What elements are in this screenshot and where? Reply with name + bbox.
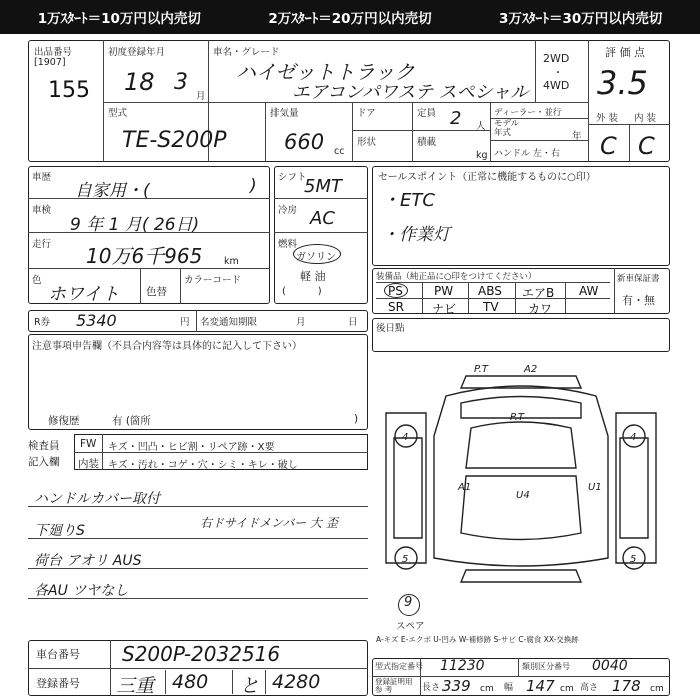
history-close: )	[250, 176, 257, 196]
equip-airbag: エアB	[522, 286, 555, 300]
ext-label: 外 装	[596, 113, 619, 124]
history-label: 車歴	[32, 172, 52, 183]
length-value: 339	[442, 677, 471, 695]
width-value: 147	[526, 677, 555, 695]
displacement: 660	[284, 130, 325, 154]
dealer-label: ディーラー・並行	[494, 108, 562, 118]
capacity-unit: 人	[476, 121, 486, 132]
after-block	[372, 318, 670, 352]
height-value: 178	[612, 677, 641, 695]
overall-score: 3.5	[597, 64, 648, 102]
damage-mark: A2	[524, 364, 538, 375]
history: 自家用・(	[75, 181, 150, 201]
model-code: TE-S200P	[122, 128, 227, 153]
lot-code: [1907]	[34, 57, 66, 68]
length-sub: 長さ	[422, 683, 441, 693]
kg-unit: kg	[476, 150, 488, 161]
equip-ps: PS	[388, 284, 403, 298]
entry-label: 記入欄	[28, 456, 60, 468]
height-sub: 高さ	[580, 683, 599, 693]
after-label: 後日點	[376, 323, 405, 334]
width-unit: cm	[560, 684, 574, 694]
name-label: 車名・グレード	[213, 47, 280, 58]
chassis-number: S200P-2032516	[122, 642, 281, 666]
length-label: 登録証明用 参 考	[375, 677, 413, 694]
damage-mark: P.T	[474, 364, 488, 375]
shape-label: 形状	[357, 137, 377, 148]
recycle-label: R券	[34, 317, 51, 328]
inspection-label: 車検	[32, 205, 52, 216]
class-number-label: 類別区分番号	[522, 662, 570, 671]
mileage-label: 走行	[32, 239, 52, 250]
damage-mark: U4	[516, 490, 530, 501]
equip-pw: PW	[434, 284, 454, 298]
score-label: 評 価 点	[605, 46, 645, 59]
color: ホワイト	[48, 284, 120, 305]
banner-item: 3万ｽﾀｰﾄ＝30万円以内売切	[499, 11, 663, 27]
height-unit: cm	[650, 684, 664, 694]
reg-month-unit: 月	[196, 91, 206, 102]
door-label: ドア	[357, 108, 376, 119]
lot-label: 出品番号	[34, 47, 73, 58]
plate-number: 4280	[272, 671, 321, 693]
interior-items: キズ・汚れ・コゲ・穴・シミ・キレ・破し	[108, 460, 298, 471]
fuel-other: ( )	[282, 286, 322, 297]
reg-month: 3	[174, 70, 188, 95]
damage-mark: P.T	[510, 412, 524, 423]
year-unit: 年	[572, 131, 582, 142]
plate-kana: と	[240, 675, 260, 697]
damage-mark: 5	[402, 554, 409, 565]
drive-dot: ・	[553, 68, 563, 79]
sales-point-label: セールスポイント（正常に機能するものに○印）	[378, 172, 596, 183]
fw-label: FW	[80, 438, 97, 450]
ext-score: C	[600, 132, 617, 160]
recycle-unit: 円	[180, 317, 190, 328]
inspection-date: 9 年 1 月( 26日)	[70, 215, 200, 235]
sales-point-2: ・作業灯	[382, 225, 450, 245]
recycle-value: 5340	[76, 311, 117, 330]
equip-sr: SR	[388, 300, 404, 314]
remark-right: 右ドサイドメンバー 大 歪	[200, 516, 338, 530]
banner-item: 1万ｽﾀｰﾄ＝10万円以内売切	[37, 11, 201, 27]
chassis-label: 車台番号	[36, 648, 80, 661]
damage-mark: U1	[588, 482, 602, 493]
car-name: ハイゼットトラック	[236, 60, 415, 84]
damage-mark: 4	[402, 432, 409, 443]
handle-label: ハンドル 左・右	[494, 149, 560, 159]
color-label: 色	[32, 275, 42, 286]
type-number-label: 型式指定番号	[375, 662, 423, 671]
repair-label: 修復歴	[48, 415, 80, 427]
inspector-label: 検査員	[28, 440, 60, 452]
spare-label: スペア	[396, 621, 425, 632]
equip-abs: ABS	[478, 284, 502, 298]
fuel-diesel: 軽 油	[300, 270, 326, 283]
remark-2: 下廻りS	[34, 523, 85, 539]
spare-mark: 9	[404, 595, 413, 610]
capacity: 2	[450, 108, 462, 129]
lot-number: 155	[48, 78, 90, 103]
remark-1: ハンドルカバー取付	[34, 491, 160, 507]
equip-navi: ナビ	[432, 302, 457, 316]
remark-3: 荷台 アオリ AUS	[34, 553, 142, 569]
shift-label: シフト	[278, 172, 307, 183]
load-label: 積載	[417, 137, 437, 148]
model-year-label: モデル 年式	[494, 119, 520, 138]
damage-legend: A-キズ E-エクボ U-凹み W-補修跡 S-サビ C-腐食 XX-交換跡	[376, 635, 579, 644]
drive-2wd: 2WD	[543, 52, 570, 65]
cc-unit: cc	[334, 146, 345, 157]
reg-label: 初度登録年月	[108, 47, 166, 58]
color-change-label: 色替	[146, 286, 167, 298]
color-code-label: カラーコード	[184, 275, 242, 286]
ac: AC	[310, 208, 335, 229]
model-label: 型式	[108, 108, 128, 119]
damage-mark: 4	[630, 432, 637, 443]
notes-label: 注意事項申告欄（不具合内容等は具体的に記入して下さい）	[32, 341, 302, 352]
warranty-label: 新車保証書	[617, 274, 660, 284]
sales-point-1: ・ETC	[382, 190, 435, 211]
plate-label: 登録番号	[36, 677, 80, 690]
name-change-label: 名変通知期限	[200, 317, 258, 328]
int-score: C	[638, 132, 655, 160]
repair-value: 有 (箇所	[112, 415, 151, 427]
shift: 5MT	[304, 176, 342, 197]
fuel-label: 燃料	[278, 239, 298, 250]
length-unit: cm	[480, 684, 494, 694]
auction-banner	[0, 0, 700, 34]
ac-label: 冷房	[278, 205, 298, 216]
fuel-gasoline: ガソリン	[296, 252, 336, 263]
damage-mark: A1	[458, 482, 472, 493]
notice-month: 月	[296, 317, 306, 328]
plate-class: 480	[172, 671, 209, 693]
interior-label: 内装	[78, 458, 99, 470]
banner-item: 2万ｽﾀｰﾄ＝20万円以内売切	[268, 11, 432, 27]
equip-leather: カワ	[528, 302, 553, 316]
km-unit: km	[224, 256, 239, 267]
notice-day: 日	[348, 317, 358, 328]
type-number: 11230	[440, 658, 485, 674]
width-sub: 幅	[504, 683, 514, 693]
class-number: 0040	[592, 658, 628, 674]
fw-items: キズ・凹凸・ヒビ割・リペア跡・X要	[108, 442, 275, 453]
reg-year: 18	[124, 68, 155, 96]
plate-pref: 三重	[116, 675, 155, 697]
displacement-label: 排気量	[270, 108, 299, 119]
car-grade: エアコンパワステ スペシャル	[292, 82, 529, 103]
capacity-label: 定員	[417, 108, 437, 119]
equipment-label: 装備品（純正品に○印をつけてください）	[376, 272, 537, 282]
int-label: 内 装	[634, 113, 657, 124]
remark-4: 各AU ツヤなし	[34, 583, 129, 599]
equip-aw: AW	[579, 284, 599, 298]
mileage: 10万6千965	[86, 244, 203, 268]
car-diagram	[376, 358, 666, 598]
damage-mark: 5	[630, 554, 637, 565]
equip-ps-circle	[384, 283, 408, 298]
equip-tv: TV	[483, 300, 499, 314]
drive-4wd: 4WD	[543, 79, 570, 92]
warranty-value: 有・無	[622, 294, 655, 307]
repair-close: )	[354, 413, 359, 425]
fuel-circle	[293, 244, 341, 264]
